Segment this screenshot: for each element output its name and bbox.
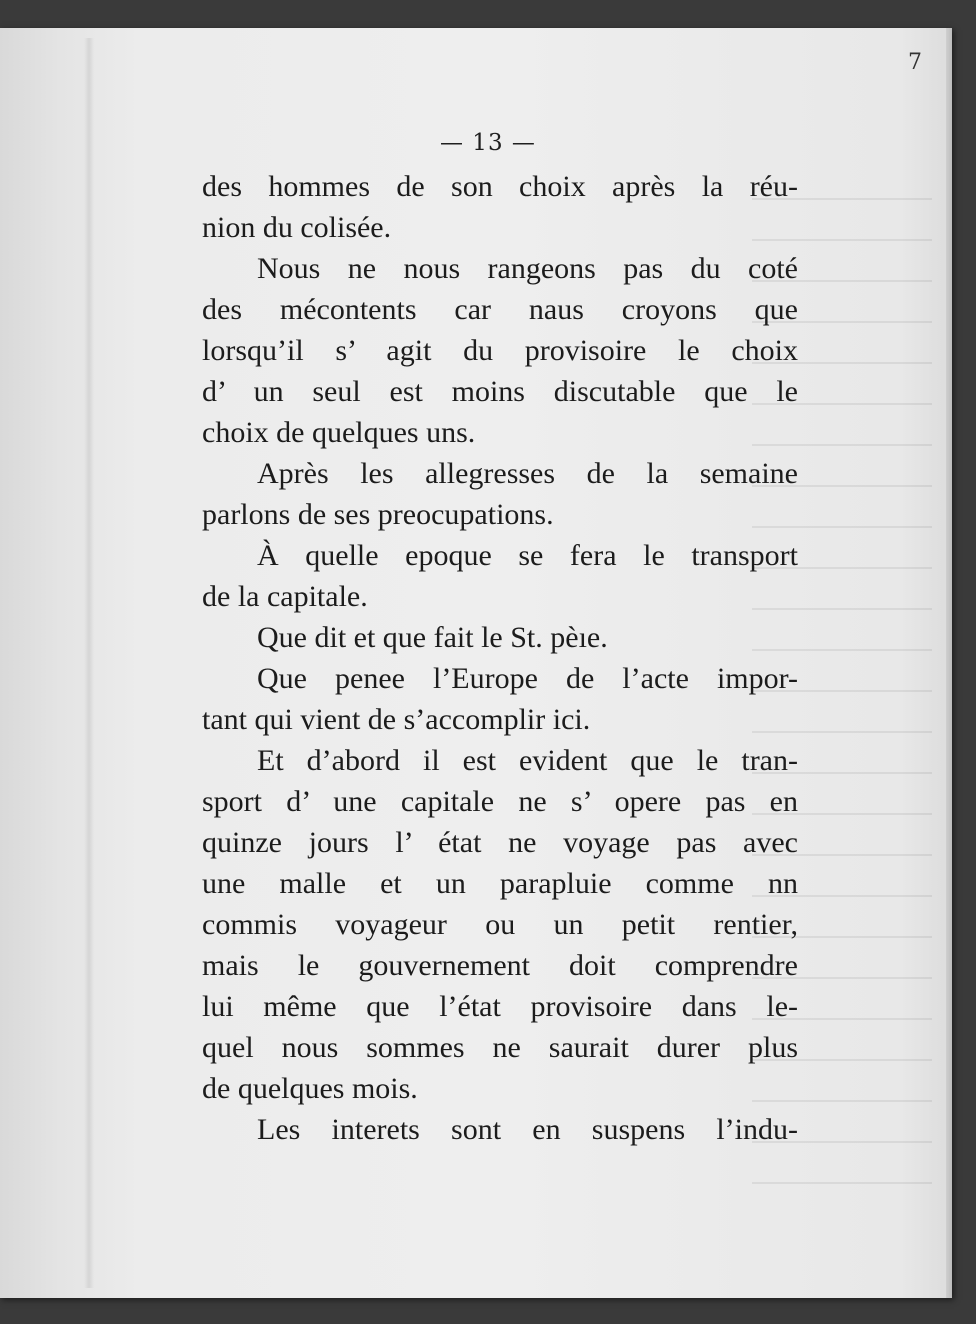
text-line: Après les allegresses de la semaine xyxy=(257,457,798,490)
text-line: Que dit et que fait le St. pèıe. xyxy=(257,621,608,654)
text-line: quel nous sommes ne saurait durer plus xyxy=(202,1031,798,1064)
text-line: mais le gouvernement doit comprendre xyxy=(202,949,798,982)
text-line: À quelle epoque se fera le transport xyxy=(257,539,798,572)
text-line: nion du colisée. xyxy=(202,211,392,244)
text-line: des mécontents car naus croyons que xyxy=(202,293,798,326)
book-page xyxy=(0,28,952,1298)
text-line: de la capitale. xyxy=(202,580,368,613)
text-line: Et d’abord il est evident que le tran- xyxy=(257,744,798,777)
page-edge xyxy=(946,28,952,1298)
text-line: lorsqu’il s’ agit du provisoire le choix xyxy=(202,334,798,367)
text-line: choix de quelques uns. xyxy=(202,416,476,449)
page-number: — 13 — xyxy=(440,130,536,156)
text-line: lui même que l’état provisoire dans le- xyxy=(202,990,798,1023)
text-line: des hommes de son choix après la réu- xyxy=(202,170,798,203)
text-line: parlons de ses preocupations. xyxy=(202,498,554,531)
text-line: Nous ne nous rangeons pas du coté xyxy=(257,252,798,285)
text-line: Les interets sont en suspens l’indu- xyxy=(257,1113,798,1146)
text-line: Que penee l’Europe de l’acte impor- xyxy=(257,662,798,695)
text-line: commis voyageur ou un petit rentier, xyxy=(202,908,798,941)
text-line: de quelques mois. xyxy=(202,1072,418,1105)
text-line: une malle et un parapluie comme nn xyxy=(202,867,798,900)
text-line: d’ un seul est moins discutable que le xyxy=(202,375,798,408)
text-line: sport d’ une capitale ne s’ opere pas en xyxy=(202,785,798,818)
text-line: tant qui vient de s’accomplir ici. xyxy=(202,703,591,736)
body-text xyxy=(202,166,798,1150)
page-gutter xyxy=(84,38,94,1288)
text-line: quinze jours l’ état ne voyage pas avec xyxy=(202,826,798,859)
corner-folio-mark: 7 xyxy=(908,50,922,75)
